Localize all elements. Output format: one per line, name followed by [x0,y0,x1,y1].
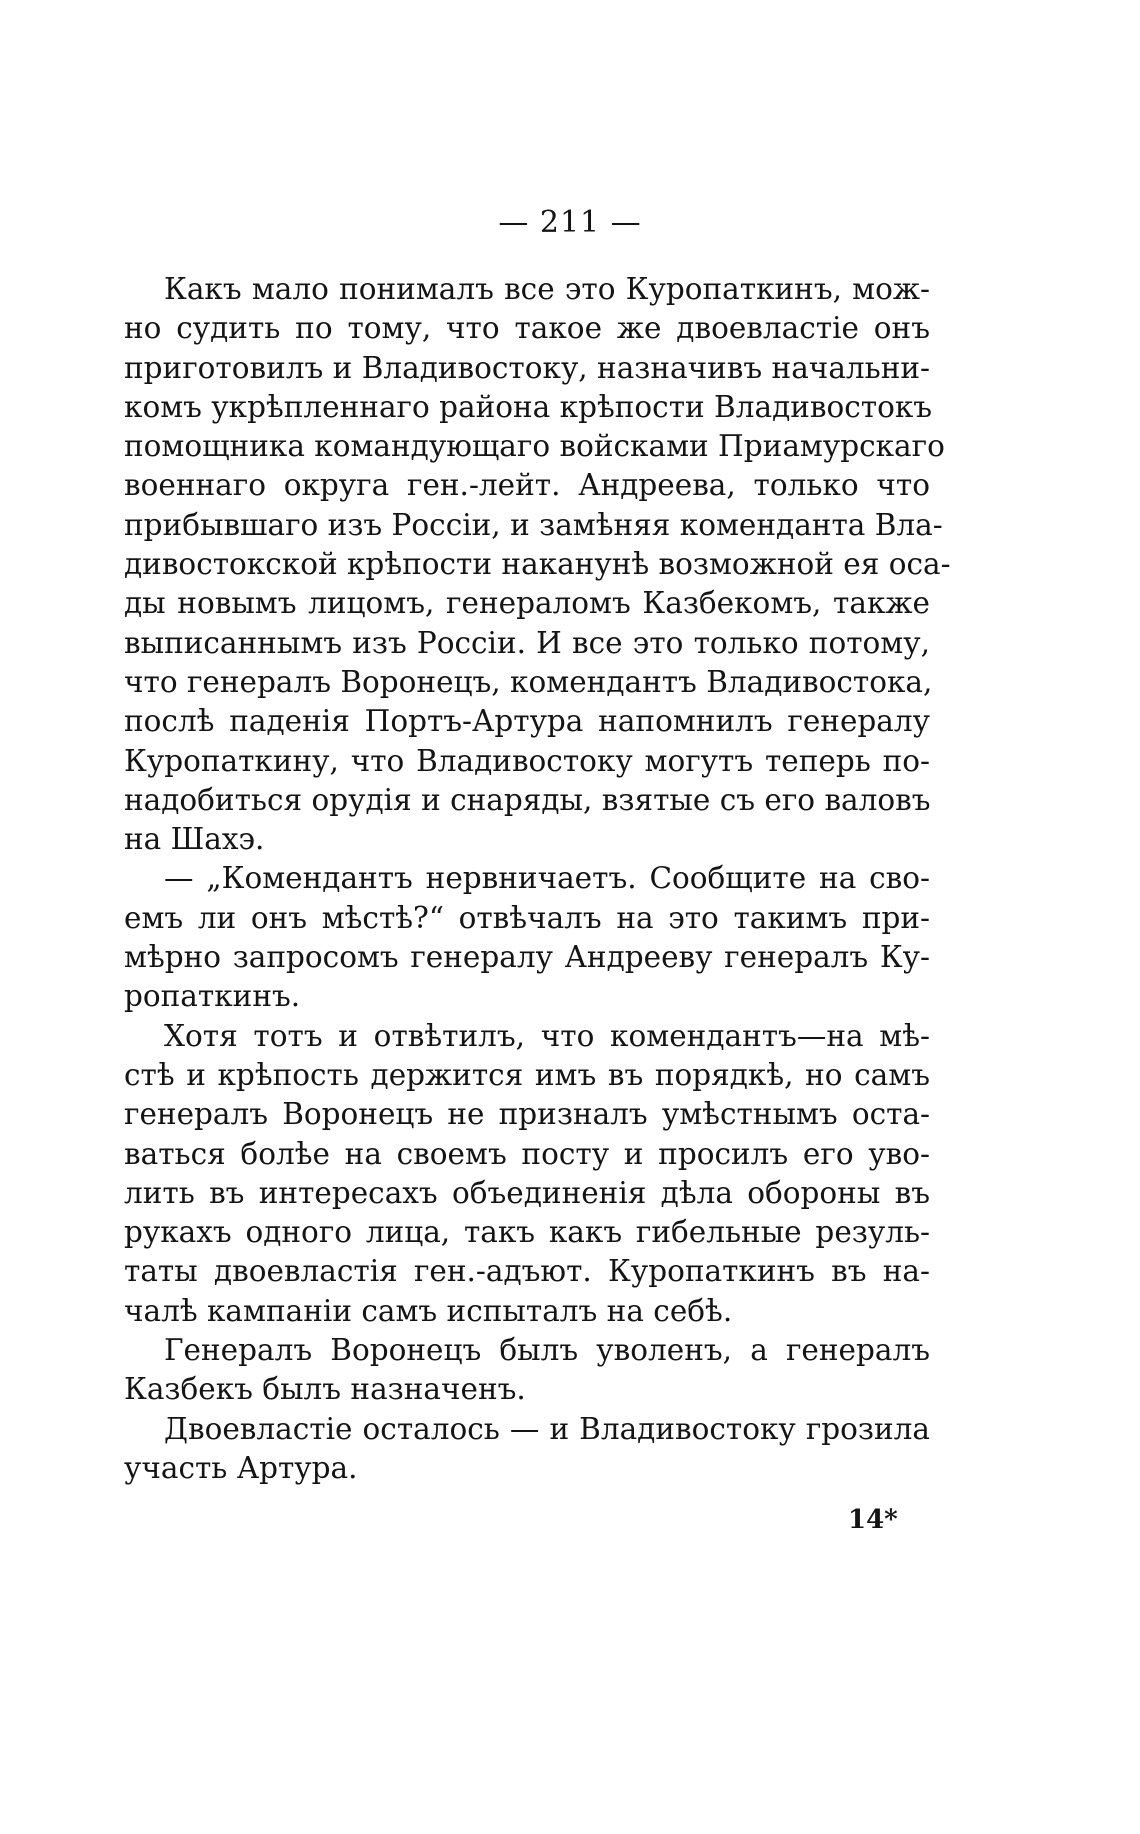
text-line: стѣ и крѣпость держится имъ въ порядкѣ, но самъ [124,1057,930,1092]
text-line: что генералъ Воронецъ, комендантъ Владивостока, [124,664,933,699]
text-line: рукахъ одного лица, такъ какъ гибельные резуль- [124,1215,930,1250]
text-body [124,270,951,1488]
text-line: Какъ мало понималъ все это Куропаткинъ, мож- [164,272,930,306]
text-line: выписаннымъ изъ Россіи. И все это только потому, [124,625,930,660]
text-line: Генералъ Воронецъ былъ уволенъ, а генералъ [164,1333,930,1368]
text-line: участь Артура. [124,1450,358,1485]
text-line: Куропаткину, что Владивостоку могутъ теперь по- [124,743,930,778]
signature-mark: 14* [848,1505,898,1535]
text-line: комъ укрѣпленнаго района крѣпости Владивостокъ [124,389,933,424]
text-line: емъ ли онъ мѣстѣ?“ отвѣчалъ на это такимъ при- [124,900,930,935]
text-line: генералъ Воронецъ не призналъ умѣстнымъ оста- [124,1097,930,1132]
text-line: ропаткинъ. [124,979,301,1014]
text-line: ваться болѣе на своемъ посту и просилъ его уво- [124,1136,930,1171]
paragraph [124,270,951,859]
text-line: ды новымъ лицомъ, генераломъ Казбекомъ, также [124,586,930,621]
text-line: но судить по тому, что такое же двоевластіе онъ [124,311,930,346]
text-line: таты двоевластія ген.-адъют. Куропаткинъ въ на- [124,1254,930,1289]
text-line: Двоевластіе осталось — и Владивостоку грозила [164,1411,930,1446]
text-line: лить въ интересахъ объединенія дѣла обороны въ [124,1175,930,1210]
text-line: мѣрно запросомъ генералу Андрееву генералъ Ку- [124,940,930,975]
text-line: на Шахэ. [124,822,265,857]
page-number: — 211 — [498,205,642,240]
text-line: прибывшаго изъ Россіи, и замѣняя коменданта Вла- [124,507,943,542]
text-line: Казбекъ былъ назначенъ. [124,1372,526,1407]
text-line: — „Комендантъ нервничаетъ. Сообщите на сво- [164,861,930,896]
paragraph [124,1331,930,1410]
text-line: помощника командующаго войсками Приамурскаго [124,429,945,464]
text-line: надобиться орудія и снаряды, взятые съ его валовъ [124,782,931,817]
text-line: послѣ паденія Портъ-Артура напомнилъ генералу [124,704,930,739]
paragraph [124,1017,930,1331]
text-line: чалѣ кампаніи самъ испыталъ на себѣ. [124,1293,733,1328]
text-line: военнаго округа ген.-лейт. Андреева, только что [124,468,930,503]
text-line: приготовилъ и Владивостоку, назначивъ начальни- [124,350,930,385]
text-line: дивостокской крѣпости наканунѣ возможной ея оса- [124,547,951,582]
text-line: Хотя тотъ и отвѣтилъ, что комендантъ—на мѣ- [164,1018,930,1053]
paragraph [124,859,930,1016]
paragraph [124,1410,930,1489]
